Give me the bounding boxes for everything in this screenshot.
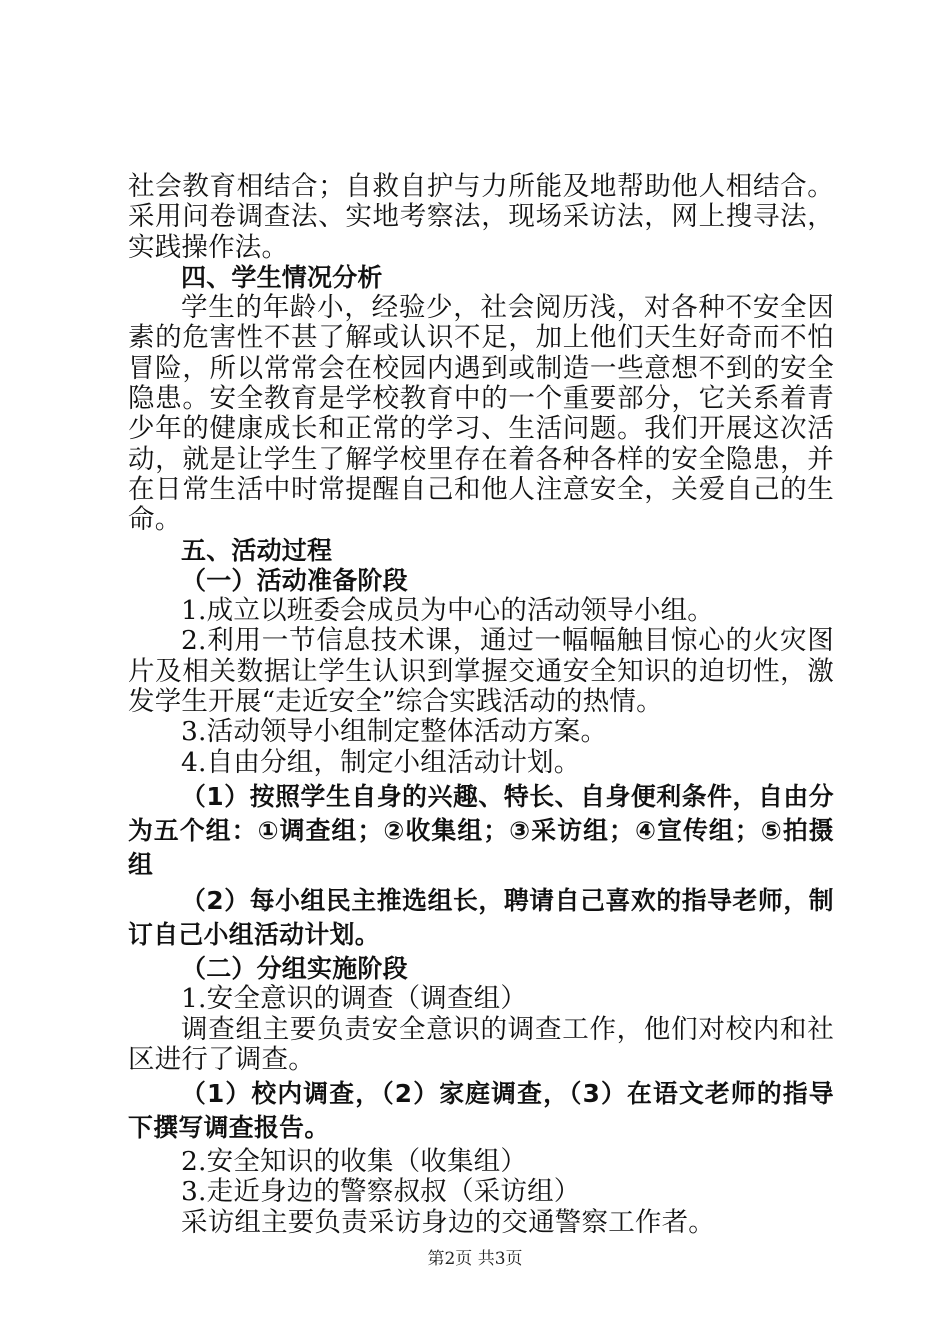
sub-item-survey-types: （1）校内调查，（2）家庭调查，（3）在语文老师的指导下撰写调查报告。 [128,1079,834,1143]
list-item-interview: 3.走近身边的警察叔叔（采访组） [181,1176,581,1208]
paragraph-survey-group: 调查组主要负责安全意识的调查工作，他们对校内和社区进行了调查。 [128,1013,834,1075]
subheading-preparation-stage: （一）活动准备阶段 [181,565,408,595]
paragraph-interview-group: 采访组主要负责采访身边的交通警察工作者。 [181,1206,715,1238]
list-item-collection: 2.安全知识的收集（收集组） [181,1146,528,1178]
list-item-survey: 1.安全意识的调查（调查组） [181,983,528,1015]
list-item-3: 3.活动领导小组制定整体活动方案。 [181,716,608,748]
list-item-1: 1.成立以班委会成员为中心的活动领导小组。 [181,595,714,627]
section-heading-student-analysis: 四、学生情况分析 [181,262,383,292]
sub-item-group-leaders: （2）每小组民主推选组长，聘请自己喜欢的指导老师，制订自己小组活动计划。 [128,885,834,949]
document-body [128,172,834,1238]
subheading-implementation-stage: （二）分组实施阶段 [181,953,408,983]
list-item-4: 4.自由分组，制定小组活动计划。 [181,746,581,778]
page-footer: 第2页 共3页 [427,1249,523,1269]
paragraph-student-analysis: 学生的年龄小，经验少，社会阅历浅，对各种不安全因素的危害性不甚了解或认识不足，加上他们天生好奇而不怕冒险，所以常常会在校园内遇到或制造一些意想不到的安全隐患。安全教育是学校教育中的一个重要部分，它关系着青少年的健康成长和正常的学习、生活问题。我们开展这次活动，就是让学生了解学校里存在着各种各样的安全隐患，并在日常生活中时常提醒自己和他人注意安全，关爱自己的生命。 [128,292,834,536]
sub-item-grouping: （1）按照学生自身的兴趣、特长、自身便利条件，自由分为五个组：①调查组；②收集组；③采访组；④宣传组；⑤拍摄组 [128,781,834,879]
list-item-2: 2.利用一节信息技术课，通过一幅幅触目惊心的火灾图片及相关数据让学生认识到掌握交通安全知识的迫切性，激发学生开展“走近安全”综合实践活动的热情。 [128,625,834,718]
section-heading-activity-process: 五、活动过程 [181,535,333,565]
paragraph-methods-continued: 社会教育相结合；自救自护与力所能及地帮助他人相结合。采用问卷调查法、实地考察法，现场采访法，网上搜寻法，实践操作法。 [128,171,834,263]
